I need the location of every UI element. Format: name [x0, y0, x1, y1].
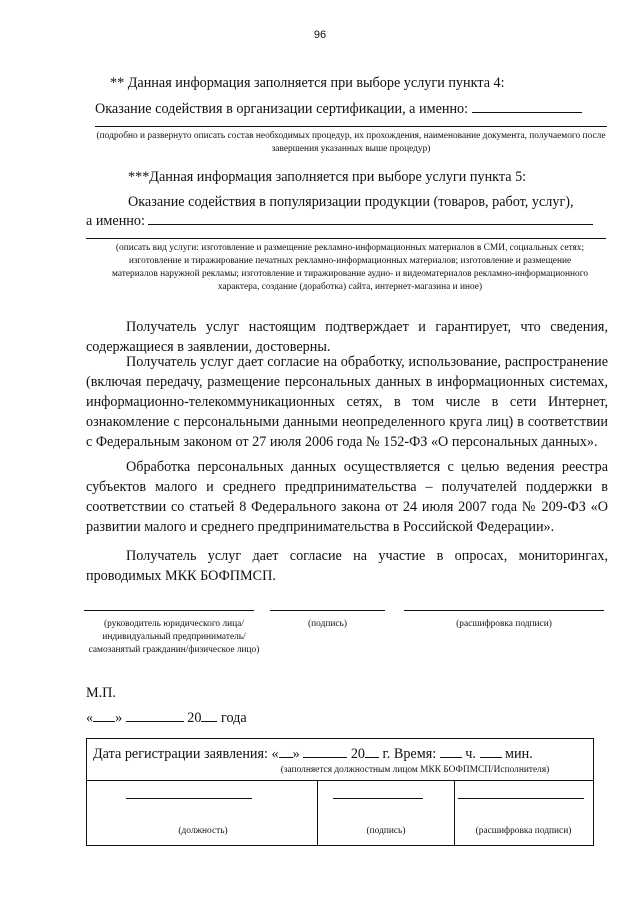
page-number: 96 [313, 29, 327, 41]
date-line: « » 20 года [86, 707, 247, 728]
sign-signature-line [270, 610, 385, 611]
signature-line [333, 798, 423, 799]
section4-note: (подробно и развернуто описать состав необходимых процедур, их прохождения, наименование документа, получаемого после завершения указанных выше процедур) [96, 131, 606, 154]
section5-line1: Оказание содействия в популяризации продукции (товаров, работ, услуг), [128, 194, 574, 210]
position-label: (должность) [178, 826, 228, 836]
decode-signature-line [404, 610, 604, 611]
head-signature-line [84, 610, 254, 611]
paragraph-confirmation: Получатель услуг настоящим подтверждает и гарантирует, что сведения, содержащиеся в заявлении, достоверны. [86, 319, 608, 355]
section4-underline [95, 126, 607, 127]
stamp-label: М.П. [86, 685, 116, 701]
head-label: (руководитель юридического лица/индивидуальный предприниматель/самозанятый гражданин/физическое лицо) [88, 619, 260, 655]
section4-line: Оказание содействия в организации сертификации, а именно: [95, 101, 469, 117]
registration-note: (заполняется должностным лицом МКК БОФПМСП/Исполнителя) [280, 765, 550, 775]
paragraph-processing: Обработка персональных данных осуществляется с целью ведения реестра субъектов малого и среднего предпринимательства – получателей поддержки в соответствии со статьей 8 Федерального закона от 24 июля 2007 года № 209-ФЗ «О развитии малого и среднего предпринимательства в Российской Федерации». [86, 459, 608, 535]
section5-blank [148, 210, 593, 225]
paragraph-surveys: Получатель услуг дает согласие на участие в опросах, мониторингах, проводимых МКК БОФПМСП. [86, 548, 608, 584]
paragraph-consent: Получатель услуг дает согласие на обработку, использование, распространение (включая передачу, размещение персональных данных в информационных системах, информационно-телекоммуникационных сетях, в том числе в сети Интернет, ознакомление с персональными данными неопределенного круга лиц) в соответствии с Федеральным законом от 27 июля 2006 года № 152-ФЗ «О персональных данных». [86, 354, 608, 450]
sign-label: (подпись) [308, 619, 347, 629]
section5-line2: а именно: [86, 213, 145, 229]
registration-divider [86, 780, 593, 781]
section5-heading: ***Данная информация заполняется при выборе услуги пункта 5: [128, 169, 527, 185]
section5-underline [86, 238, 606, 239]
signature-label: (подпись) [366, 826, 406, 836]
position-line [126, 798, 252, 799]
registration-date-line: Дата регистрации заявления: « » 20 г. Время: ч. мин. [93, 743, 533, 764]
section4-blank [472, 98, 582, 113]
decode-label: (расшифровка подписи) [456, 619, 552, 629]
decode-line [458, 798, 584, 799]
section5-note: (описать вид услуги: изготовление и размещение рекламно-информационных материалов в СМИ, социальных сетях; изготовление и тиражирование печатных рекламно-информационных материалов; изготовление и размещение материалов наружной рекламы; изготовление и тиражирование аудио- и видеоматериалов рекламно-информационного характера, создание (доработка) сайта, интернет-магазина и иное) [111, 243, 589, 292]
decode-label-reg: (расшифровка подписи) [475, 826, 572, 836]
section4-heading: ** Данная информация заполняется при выборе услуги пункта 4: [110, 75, 505, 91]
